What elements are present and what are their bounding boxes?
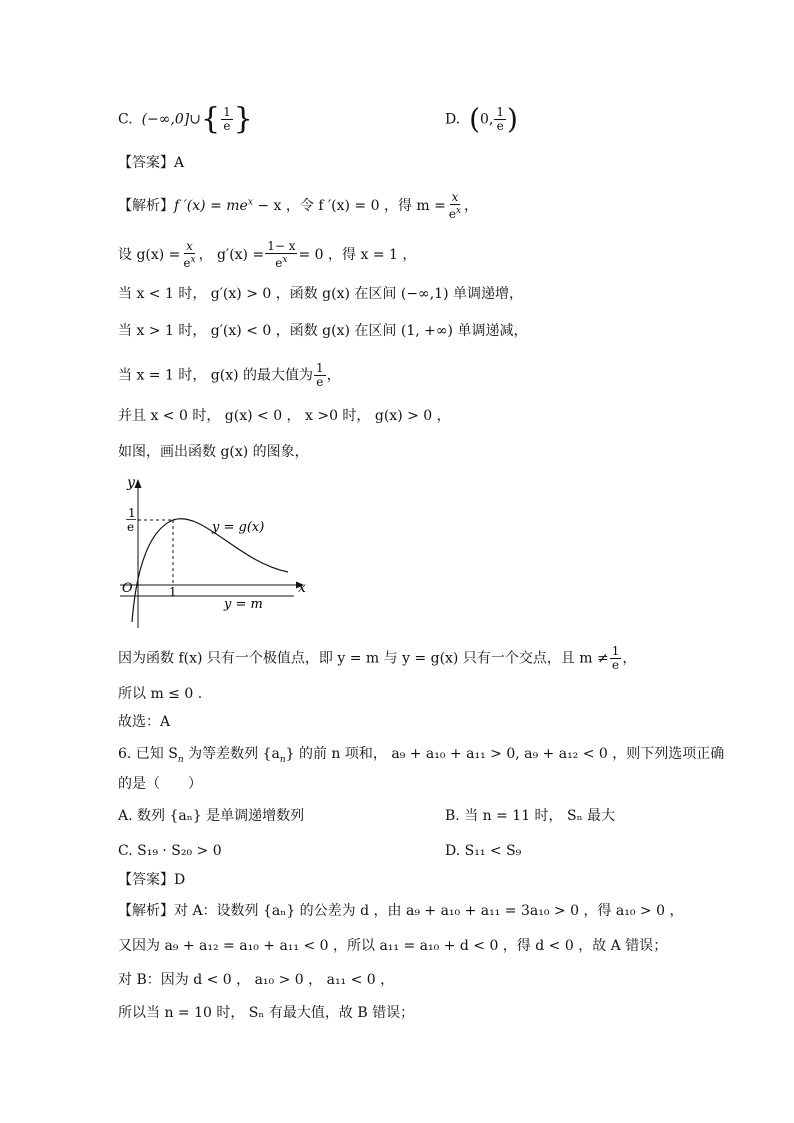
tick-y-num: 1 xyxy=(128,506,136,520)
solution-1-line-1: 【解析】f $'(x) = me^x - x$ ，令 f ′(x) = 0 ，得 m = $\frac{x}{e^x}$ ， xyxy=(118,190,479,221)
solution-1-line-7: 如图，画出函数 g(x) 的图象， xyxy=(118,444,309,460)
fraction: $\frac{1}{e}$ xyxy=(316,361,324,389)
solution-2-line-3: 对 B：因为 d < 0 ， a₁₀ > 0 ， a₁₁ < 0 ， xyxy=(118,972,395,988)
solution-1-line-8: 因为函数 f(x) 只有一个极值点，即 y = m 与 y = g(x) 只有一个交点，且 m ≠ $\frac{1}{e}$ ， xyxy=(118,644,637,672)
fraction: $\frac{1}{e}$ xyxy=(223,105,231,133)
question-6-stem-1: 6. 已知 $S_n$ 为等差数列 $\{a_n\}$ 的前 n 项和， a₉ + a₁₀ + a₁₁ > 0, a₉ + a₁₂ < 0 ，则下列选项正确 xyxy=(118,746,725,765)
fraction: $\frac{x}{e^x}$ xyxy=(183,239,196,270)
solution-1-line-5: 当 x = 1 时， g(x) 的最大值为 $\frac{1}{e}$ ， xyxy=(118,361,341,389)
solution-1-line-9: 所以 m ≤ 0 . xyxy=(118,686,203,702)
tick-y-den: e xyxy=(127,520,135,534)
option-c: C. S₁₉ · S₂₀ > 0 xyxy=(118,843,222,859)
solution-1-line-6: 并且 x < 0 时， g(x) < 0 ， x >0 时， g(x) > 0 ， xyxy=(118,408,451,424)
option-d: D. S₁₁ < S₉ xyxy=(445,843,522,859)
fraction: $\frac{x}{e^x}$ xyxy=(448,190,462,221)
solution-2-line-2: 又因为 a₉ + a₁₂ = a₁₀ + a₁₁ < 0 ，所以 a₁₁ = a₁₀ + d < 0 ，得 d < 0 ，故 A 错误； xyxy=(118,938,668,954)
option-a: A. 数列 {aₙ} 是单调递增数列 xyxy=(118,808,305,824)
question-6-stem-2: 的是（ ） xyxy=(118,776,202,792)
function-graph xyxy=(118,474,313,629)
solution-1-line-4: 当 x > 1 时， g′(x) < 0 ，函数 g(x) 在区间 (1, +∞) 单调递减， xyxy=(118,323,528,339)
fraction: $\frac{1}{e}$ xyxy=(496,105,505,133)
solution-1-line-2: 设 g(x) = $\frac{x}{e^x}$ ， g′(x) = $\frac{1- x}{e^x}$ = 0 ，得 x = 1 ， xyxy=(118,239,417,270)
answer-2: 【答案】D xyxy=(118,872,186,888)
line-label: y = m xyxy=(224,597,263,612)
x-axis-label: x xyxy=(298,580,306,596)
origin-label: O xyxy=(122,581,133,596)
solution-2-line-4: 所以当 n = 10 时， Sₙ 有最大值，故 B 错误； xyxy=(118,1005,415,1021)
y-axis-arrow xyxy=(135,479,142,488)
solution-2-line-1: 【解析】对 A：设数列 {aₙ} 的公差为 d ，由 a₉ + a₁₀ + a₁₁ = 3a₁₀ > 0 ，得 a₁₀ > 0 ， xyxy=(118,903,684,919)
solution-1-line-3: 当 x < 1 时， g′(x) > 0 ，函数 g(x) 在区间 (−∞,1) 单调递增， xyxy=(118,286,523,302)
y-axis-label: y xyxy=(127,475,135,491)
fraction: $\frac{1- x}{e^x}$ xyxy=(267,239,296,270)
option-b: B. 当 n = 11 时， Sₙ 最大 xyxy=(445,808,616,824)
option-c-prev: C. (−∞,0]∪{ $\frac{1}{e}$ } xyxy=(118,101,253,137)
option-d-prev: D. (0, $\frac{1}{e}$ ) xyxy=(445,102,518,136)
curve-label: y = g(x) xyxy=(212,520,265,535)
answer-1: 【答案】A xyxy=(118,155,185,171)
solution-1-line-10: 故选：A xyxy=(118,714,171,730)
curve-g xyxy=(132,519,288,622)
fraction: $\frac{1}{e}$ xyxy=(611,644,620,672)
tick-x-1: 1 xyxy=(169,585,177,599)
